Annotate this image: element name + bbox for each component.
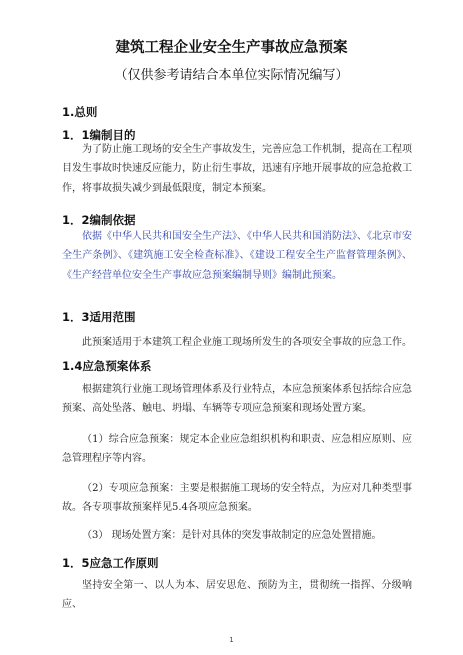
list-item-special-plan: （2）专项应急预案：主要是根据施工现场的安全特点，为应对几种类型事故。各专项事故预案样见5.4各项应急预案。 (62, 483, 412, 514)
paragraph-plan-system: 根据建筑行业施工现场管理体系及行业特点，本应急预案体系包括综合应急预案、高处坠落、触电、坍塌、车辆等专项应急预案和现场处置方案。 (62, 384, 412, 415)
list-item-onsite-plan: （3） 现场处置方案：是针对具体的突发事故制定的应急处置措施。 (82, 530, 382, 541)
paragraph-purpose: 为了防止施工现场的安全生产事故发生，完善应急工作机制，提高在工程项目发生事故时快速反应能力，防止衍生事故，迅速有序地开展事故的应急抢救工作，将事故损失减少到最低限度，制定本预案。 (62, 144, 412, 194)
heading-basis: 1．2编制依据 (62, 213, 136, 227)
paragraph-scope: 此预案适用于本建筑工程企业施工现场所发生的各项安全事故的应急工作。 (82, 337, 412, 348)
heading-plan-system: 1.4应急预案体系 (62, 359, 152, 373)
list-item-comprehensive-plan: （1）综合应急预案：规定本企业应急组织机构和职责、应急相应原则、应急管理程序等内容。 (62, 434, 412, 465)
paragraph-principles: 坚持安全第一、以人为本、居安思危、预防为主，贯彻统一指挥、分级响应、 (62, 580, 412, 611)
document-subtitle: （仅供参考请结合本单位实际情况编写） (114, 68, 349, 83)
page-number: 1 (229, 636, 234, 644)
heading-principles: 1．5应急工作原则 (62, 556, 159, 570)
heading-scope: 1．3适用范围 (62, 310, 136, 324)
paragraph-basis: 依据《中华人民共和国安全生产法》、《中华人民共和国消防法》、《北京市安全生产条例》、《建筑施工安全检查标准》、《建设工程安全生产监督管理条例》、《生产经营单位安全生产事故应急预案编制导则》编制此预案。 (62, 231, 412, 281)
heading-purpose: 1．1编制目的 (62, 128, 136, 142)
heading-general: 1.总则 (62, 105, 98, 119)
document-title: 建筑工程企业安全生产事故应急预案 (115, 40, 348, 56)
